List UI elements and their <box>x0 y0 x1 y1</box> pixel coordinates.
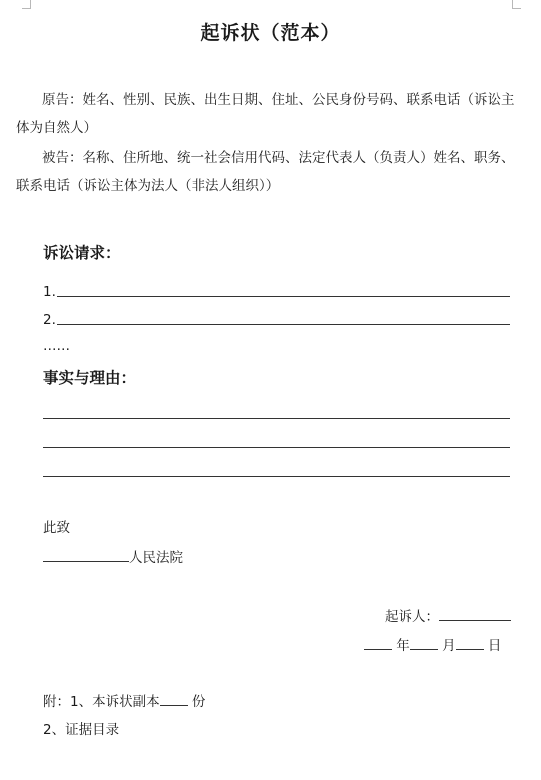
claim-item-2-blank[interactable] <box>57 324 510 325</box>
attachment-item-1-prefix: 附：1、本诉状副本 <box>43 694 160 710</box>
claims-heading: 诉讼请求： <box>43 243 121 262</box>
claim-item-1-blank[interactable] <box>57 296 510 297</box>
year-label: 年 <box>396 638 410 654</box>
plaintiff-info: 原告：姓名、性别、民族、出生日期、住址、公民身份号码、联系电话（诉讼主体为自然人） <box>16 92 515 136</box>
claim-item-2-number: 2. <box>43 312 56 328</box>
date-line <box>364 635 501 656</box>
plaintiff-signature-blank[interactable] <box>439 606 511 621</box>
month-label: 月 <box>442 638 456 654</box>
facts-blank-line[interactable] <box>43 418 510 419</box>
court-line <box>43 547 183 568</box>
claims-ellipsis: …… <box>43 338 70 354</box>
page-corner-mark-right <box>512 0 521 9</box>
court-label: 人民法院 <box>129 550 183 566</box>
page-corner-mark-left <box>22 0 31 9</box>
document-title: 起诉状（范本） <box>200 22 341 44</box>
facts-heading: 事实与理由： <box>43 368 137 387</box>
closing-to: 此致 <box>43 520 70 536</box>
attachment-item-2: 2、证据目录 <box>43 722 120 738</box>
claim-item-1-number: 1. <box>43 284 56 300</box>
day-label: 日 <box>487 638 502 654</box>
plaintiff-signature-label: 起诉人： <box>385 609 439 625</box>
facts-blank-line[interactable] <box>43 476 510 477</box>
copy-count-blank[interactable] <box>160 691 188 706</box>
court-name-blank[interactable] <box>43 547 129 562</box>
facts-blank-line[interactable] <box>43 447 510 448</box>
year-blank[interactable] <box>364 635 392 650</box>
plaintiff-signature-line <box>385 606 511 627</box>
month-blank[interactable] <box>410 635 438 650</box>
attachment-item-1-suffix: 份 <box>191 694 206 710</box>
attachment-item-1 <box>43 691 205 712</box>
defendant-info: 被告：名称、住所地、统一社会信用代码、法定代表人（负责人）姓名、职务、联系电话（诉讼主体为法人（非法人组织）） <box>16 150 515 194</box>
day-blank[interactable] <box>456 635 484 650</box>
